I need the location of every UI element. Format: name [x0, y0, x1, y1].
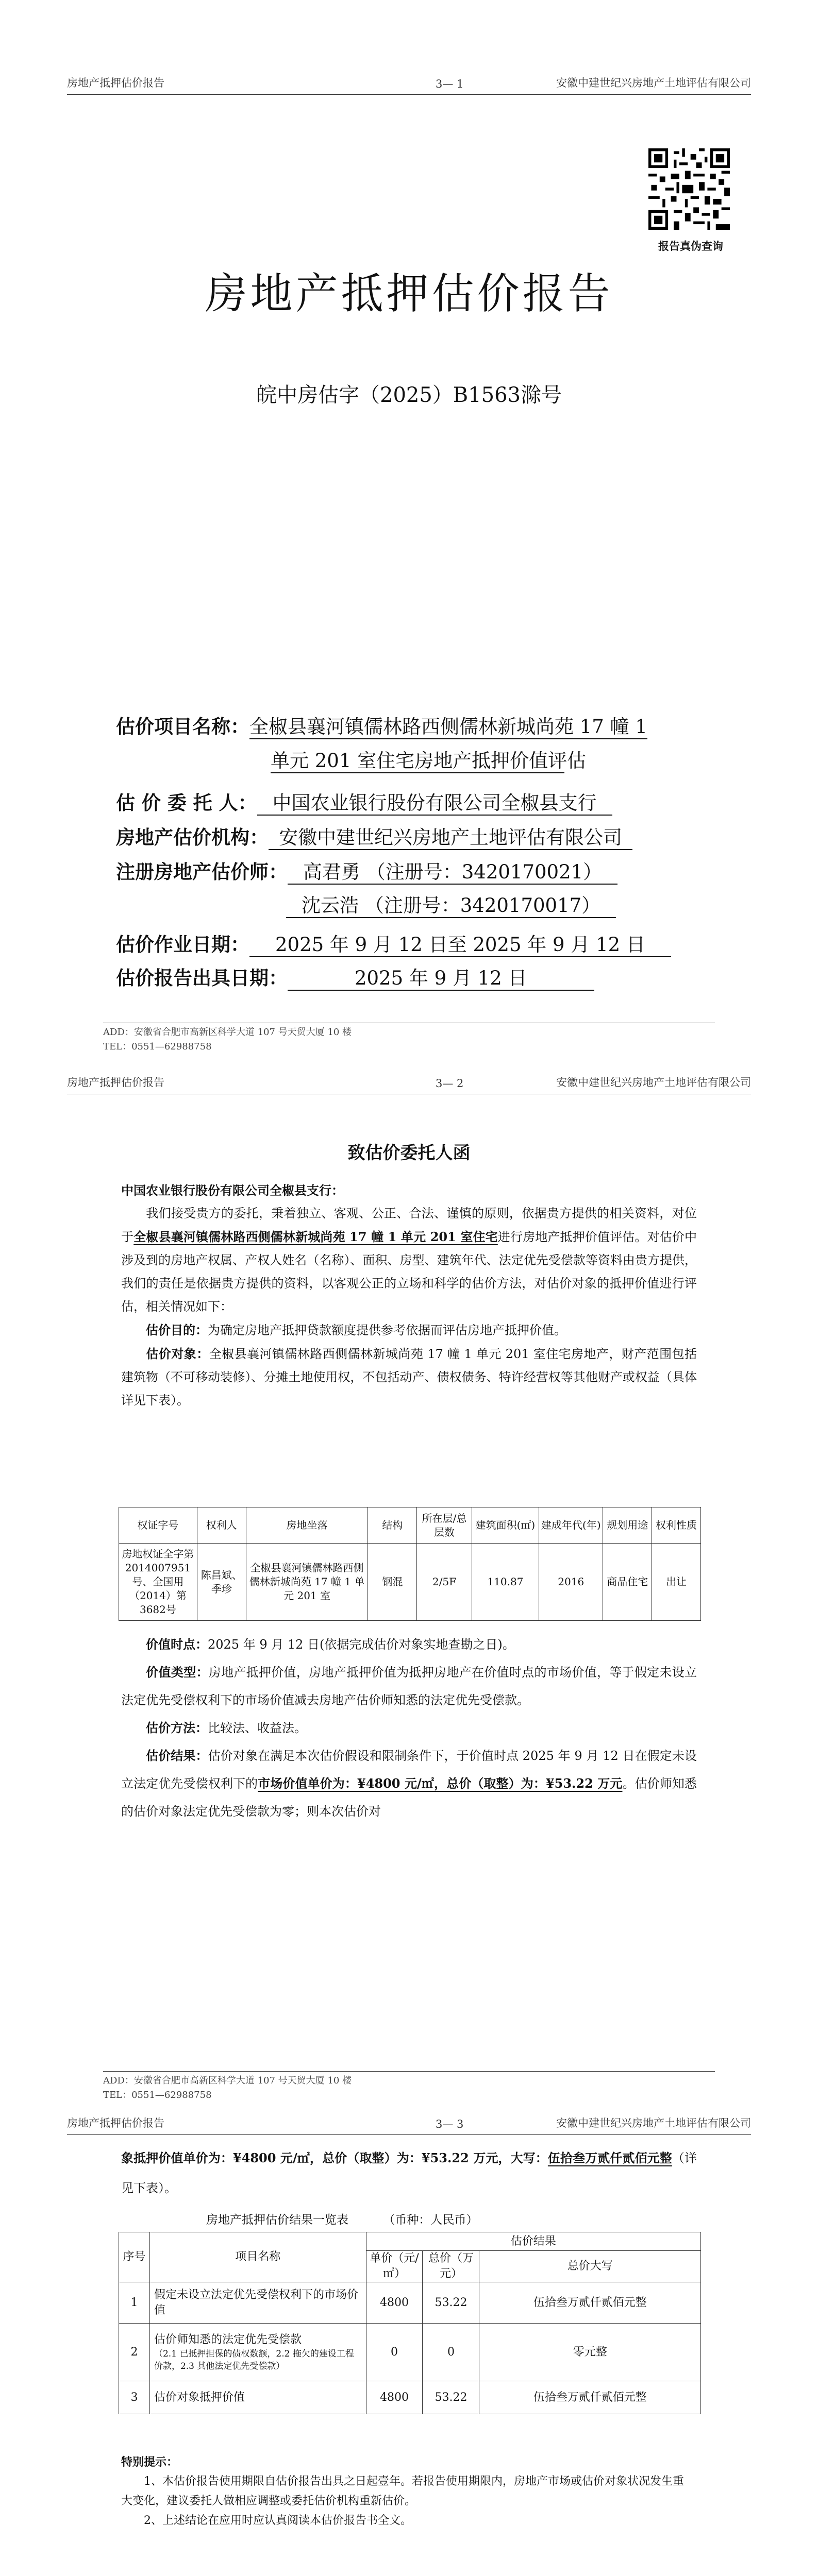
header-page-no: 3— 2 [436, 1077, 464, 1090]
report-date-row [116, 965, 594, 991]
col-floor: 所在层/总层数 [417, 1507, 472, 1544]
special-notes [121, 2452, 694, 2531]
header-page-no: 3— 3 [436, 2118, 464, 2130]
client-value: 中国农业银行股份有限公司全椒县支行 [257, 792, 612, 816]
note-2: 2、上述结论在应用时应认真阅读本估价报告书全文。 [144, 2514, 412, 2527]
appraiser-2: 沈云浩 （注册号：3420170017） [286, 894, 616, 918]
col-result: 估价结果 [366, 2232, 700, 2251]
page-header [67, 1077, 751, 1094]
page-footer [103, 2071, 715, 2102]
col-right-type: 权利性质 [652, 1507, 701, 1544]
col-year: 建成年代(年) [539, 1507, 603, 1544]
header-title: 房地产抵押估价报告 [67, 1076, 164, 1089]
purpose-paragraph: 估价目的：为确定房地产抵押贷款额度提供参考依据而评估房地产抵押价值。 [146, 1323, 566, 1337]
market-value: 市场价值单价为：¥4800 元/㎡，总价（取整）为：¥53.22 万元 [258, 1776, 623, 1791]
page-1 [0, 0, 818, 1061]
report-title: 房地产抵押估价报告 [205, 269, 613, 318]
notes-label: 特别提示： [121, 2455, 178, 2469]
footer-address: ADD：安徽省合肥市高新区科学大道 107 号天贸大厦 10 楼 [103, 2075, 352, 2086]
col-item: 项目名称 [149, 2232, 366, 2282]
appraiser-1: 高君勇 （注册号：3420170021） [288, 861, 617, 885]
report-date-label: 估价报告出具日期： [116, 967, 288, 989]
page-header [67, 2117, 751, 2135]
col-total-caps: 总价大写 [479, 2251, 701, 2282]
col-owner: 权利人 [197, 1507, 246, 1544]
cell-area: 110.87 [472, 1544, 539, 1621]
col-total-price: 总价（万元） [423, 2251, 479, 2282]
result-paragraph: 估价结果：估价对象在满足本次估价假设和限制条件下，于价值时点 2025 年 9 月 12 日在假定未设立法定优先受偿权利下的市场价值单价为：¥4800 元/㎡，总价（取整）为：¥53.22 万元。估价师知悉的估价对象法定优先受偿款为零；则本次估价对 [121, 1748, 697, 1819]
header-company: 安徽中建世纪兴房地产土地评估有限公司 [556, 1076, 751, 1089]
table-row: 1 假定未设立法定优先受偿权利下的市场价值 4800 53.22 伍拾叁万贰仟贰佰元整 [119, 2282, 701, 2324]
work-date-label: 估价作业日期： [116, 933, 249, 956]
page-3 [0, 2117, 818, 2576]
work-date-value: 2025 年 9 月 12 日至 2025 年 9 月 12 日 [249, 934, 671, 957]
letter-body-2 [121, 1631, 697, 1825]
col-use: 规划用途 [603, 1507, 652, 1544]
cell-cert-no: 房地权证全字第2014007951号、全国用（2014）第3682号 [119, 1544, 197, 1621]
method-paragraph: 估价方法：比较法、收益法。 [146, 1720, 307, 1735]
value-type-paragraph: 价值类型：房地产抵押价值，房地产抵押价值为抵押房地产在价值时点的市场价值，等于假定未设立法定优先受偿权利下的市场价值减去房地产估价师知悉的法定优先受偿款。 [121, 1665, 697, 1707]
cell-structure: 钢混 [368, 1544, 417, 1621]
project-name-label: 估价项目名称： [116, 715, 249, 738]
work-date-row [116, 931, 671, 958]
qr-code[interactable] [648, 148, 730, 230]
intro-paragraph: 我们接受贵方的委托，秉着独立、客观、公正、合法、谨慎的原则，依据贵方提供的相关资料，对位于全椒县襄河镇儒林路西侧儒林新城尚苑 17 幢 1 单元 201 室住宅进行房地产抵押价值评估。对估价中涉及到的房地产权属、产权人姓名（名称）、面积、房型、建筑年代、法定优先受偿款等资料由贵方提供，我们的责任是依据贵方提供的资料，以客观公正的立场和科学的估价方法，对估价对象的抵押价值进行评估，相关情况如下： [121, 1206, 697, 1314]
property-address: 全椒县襄河镇儒林路西侧儒林新城尚苑 17 幢 1 单元 201 室住宅 [133, 1229, 498, 1244]
result-table-caption: 房地产抵押估价结果一览表 （币种：人民币） [206, 2213, 478, 2227]
footer-tel: TEL：0551—62988758 [103, 1041, 212, 1052]
header-company: 安徽中建世纪兴房地产土地评估有限公司 [556, 2117, 751, 2129]
page-footer [103, 1023, 715, 1054]
cell-use: 商品住宅 [603, 1544, 652, 1621]
result-table [119, 2232, 701, 2414]
qr-caption: 报告真伪查询 [658, 240, 723, 252]
report-date-value: 2025 年 9 月 12 日 [288, 967, 594, 991]
footer-address: ADD：安徽省合肥市高新区科学大道 107 号天贸大厦 10 楼 [103, 1027, 352, 1038]
table-row: 3 估价对象抵押价值 4800 53.22 伍拾叁万贰仟贰佰元整 [119, 2381, 701, 2414]
cell-right-type: 出让 [652, 1544, 701, 1621]
client-label: 估 价 委 托 人： [116, 791, 257, 814]
col-cert-no: 权证字号 [119, 1507, 197, 1544]
project-name-value: 全椒县襄河镇儒林路西侧儒林新城尚苑 17 幢 1 [249, 716, 647, 739]
project-name-row-2 [271, 748, 587, 774]
header-company: 安徽中建世纪兴房地产土地评估有限公司 [556, 77, 751, 89]
page-2 [0, 1061, 818, 2117]
col-location: 房地坐落 [246, 1507, 368, 1544]
letter-heading: 致估价委托人函 [347, 1143, 471, 1163]
page-header [67, 77, 751, 95]
header-title: 房地产抵押估价报告 [67, 77, 164, 89]
document-number: 皖中房估字（2025）B1563滁号 [256, 383, 562, 407]
note-1: 1、本估价报告使用期限自估价报告出具之日起壹年。若报告使用期限内，房地产市场或估价对象状况发生重大变化，建议委托人做相应调整或委托估价机构重新估价。 [121, 2475, 685, 2507]
cell-location: 全椒县襄河镇儒林路西侧儒林新城尚苑 17 幢 1 单元 201 室 [246, 1544, 368, 1621]
property-table [119, 1507, 701, 1621]
agency-label: 房地产估价机构： [116, 826, 269, 849]
mortgage-value-paragraph: 象抵押价值单价为：¥4800 元/㎡，总价（取整）为：¥53.22 万元，大写：伍拾叁万贰仟贰佰元整（详见下表）。 [121, 2150, 697, 2195]
client-row [116, 790, 612, 816]
object-paragraph: 估价对象：全椒县襄河镇儒林路西侧儒林新城尚苑 17 幢 1 单元 201 室住宅房地产，财产范围包括建筑物（不可移动装修）、分摊土地使用权，不包括动产、债权债务、特许经营权等其他财产或权益（具体详见下表）。 [121, 1346, 697, 1408]
appraiser-label: 注册房地产估价师： [116, 860, 288, 883]
cell-year: 2016 [539, 1544, 603, 1621]
agency-value: 安徽中建世纪兴房地产土地评估有限公司 [269, 826, 632, 850]
project-name-value-2: 单元 201 室住宅房地产抵押价值评估 [271, 750, 564, 773]
col-unit-price: 单价（元/㎡） [366, 2251, 423, 2282]
col-structure: 结构 [368, 1507, 417, 1544]
table-row [119, 1544, 701, 1621]
col-area: 建筑面积(㎡) [472, 1507, 539, 1544]
letter-body [121, 1179, 697, 1412]
cell-owner: 陈昌斌、季珍 [197, 1544, 246, 1621]
agency-row [116, 824, 632, 851]
appraiser-row-1 [116, 859, 617, 885]
mortgage-value-caps: 伍拾叁万贰仟贰佰元整 [547, 2150, 672, 2165]
cell-floor: 2/5F [417, 1544, 472, 1621]
table-row: 2 估价师知悉的法定优先受偿款 （2.1 已抵押担保的债权数额，2.2 拖欠的建设工程价款，2.3 其他法定优先受偿款） 0 0 零元整 [119, 2324, 701, 2381]
header-title: 房地产抵押估价报告 [67, 2117, 164, 2129]
value-date-paragraph: 价值时点：2025 年 9 月 12 日(依据完成估价对象实地查勘之日)。 [146, 1637, 515, 1652]
header-page-no: 3— 1 [436, 78, 464, 90]
letter-addressee: 中国农业银行股份有限公司全椒县支行： [121, 1183, 344, 1198]
project-name-row [116, 714, 647, 740]
appraiser-row-2 [286, 893, 616, 919]
footer-tel: TEL：0551—62988758 [103, 2090, 212, 2100]
col-no: 序号 [119, 2232, 150, 2282]
